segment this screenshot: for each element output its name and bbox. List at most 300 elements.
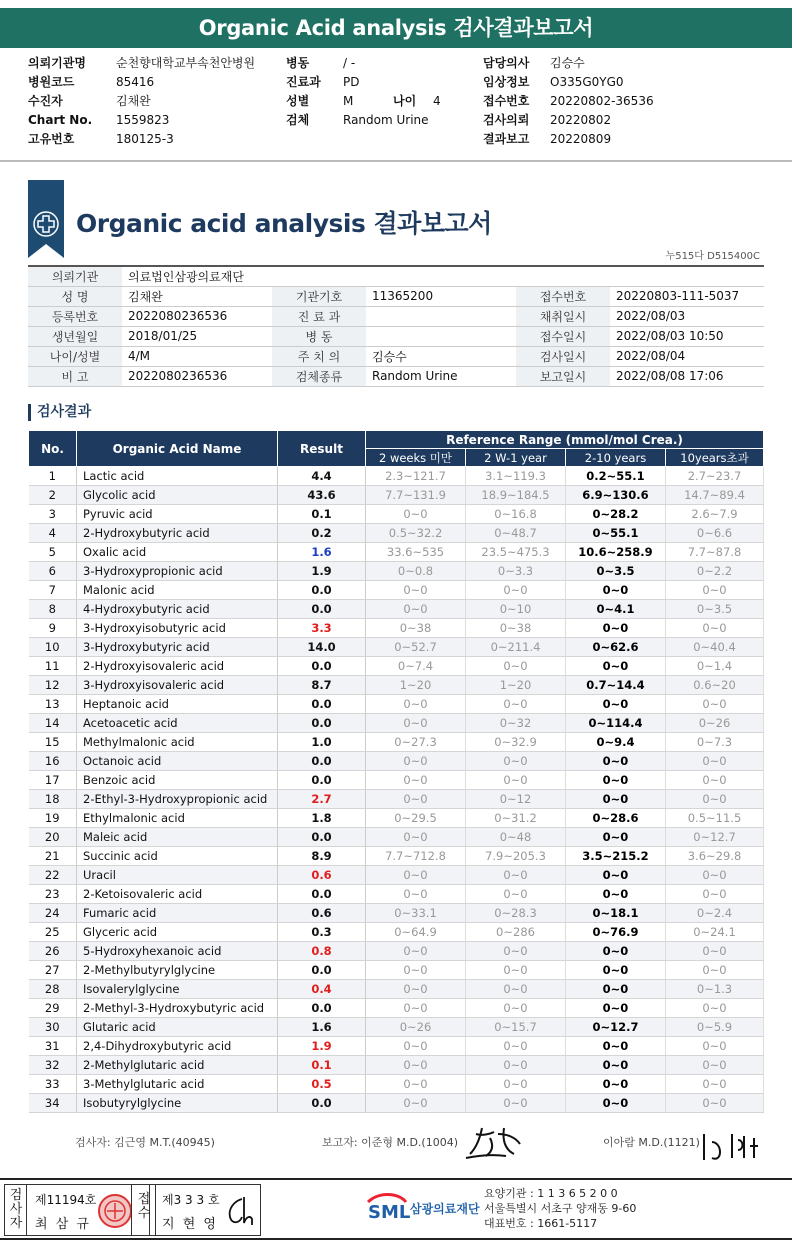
result-value: 0.6 bbox=[278, 904, 366, 923]
table-row bbox=[29, 581, 764, 600]
row-number: 11 bbox=[29, 657, 77, 676]
label: 검사의뢰 bbox=[483, 113, 530, 127]
ref-range-2-10y: 0~0 bbox=[566, 619, 666, 638]
reporter-signature bbox=[458, 1124, 530, 1164]
row-number: 32 bbox=[29, 1056, 77, 1075]
row-number: 19 bbox=[29, 809, 77, 828]
ref-range-1y: 0~0 bbox=[466, 980, 566, 999]
ref-range-1y: 0~0 bbox=[466, 942, 566, 961]
table-row bbox=[29, 904, 764, 923]
result-value: 0.1 bbox=[278, 1056, 366, 1075]
label: 의뢰기관명 bbox=[28, 56, 86, 70]
footer-contact bbox=[484, 1186, 636, 1231]
info-label: 병 동 bbox=[272, 326, 366, 346]
value: Random Urine bbox=[343, 113, 429, 127]
ref-range-2w: 0~0 bbox=[366, 695, 466, 714]
acid-name: 3-Hydroxyisobutyric acid bbox=[77, 619, 278, 638]
info-value: 2022/08/08 17:06 bbox=[610, 366, 764, 386]
ref-range-10y: 0~40.4 bbox=[666, 638, 764, 657]
result-value: 0.0 bbox=[278, 828, 366, 847]
section-title: 검사결과 bbox=[28, 404, 91, 421]
row-number: 12 bbox=[29, 676, 77, 695]
receptionist-name: 지 현 영 bbox=[162, 1217, 218, 1232]
ref-range-10y: 0~0 bbox=[666, 999, 764, 1018]
ref-range-10y: 0.6~20 bbox=[666, 676, 764, 695]
ref-range-2w: 0~52.7 bbox=[366, 638, 466, 657]
header-title: Organic Acid analysis 검사결과보고서 bbox=[198, 16, 594, 40]
ref-range-2-10y: 0~28.6 bbox=[566, 809, 666, 828]
acid-name: 2-Methyl-3-Hydroxybutyric acid bbox=[77, 999, 278, 1018]
table-row bbox=[29, 486, 764, 505]
acid-name: Heptanoic acid bbox=[77, 695, 278, 714]
info-value: 20220803-111-5037 bbox=[610, 286, 764, 306]
ref-range-2w: 0~0 bbox=[366, 999, 466, 1018]
label: 성별 bbox=[286, 94, 310, 108]
ref-range-2w: 1~20 bbox=[366, 676, 466, 695]
ref-range-10y: 0~0 bbox=[666, 1037, 764, 1056]
ref-range-1y: 3.1~119.3 bbox=[466, 467, 566, 486]
result-value: 1.9 bbox=[278, 1037, 366, 1056]
sml-name: 삼광의료재단 bbox=[410, 1201, 480, 1216]
ref-range-2w: 0~7.4 bbox=[366, 657, 466, 676]
ref-range-1y: 0~12 bbox=[466, 790, 566, 809]
acid-name: Ethylmalonic acid bbox=[77, 809, 278, 828]
ref-range-2w: 0~0 bbox=[366, 942, 466, 961]
divider bbox=[0, 160, 792, 162]
ref-range-1y: 0~0 bbox=[466, 1037, 566, 1056]
info-value: 2022080236536 bbox=[122, 306, 272, 326]
acid-name: Glutaric acid bbox=[77, 1018, 278, 1037]
ref-range-2w: 0~64.9 bbox=[366, 923, 466, 942]
ref-range-2w: 0~0 bbox=[366, 581, 466, 600]
ref-range-2-10y: 0~0 bbox=[566, 828, 666, 847]
row-number: 30 bbox=[29, 1018, 77, 1037]
ref-range-10y: 0~1.4 bbox=[666, 657, 764, 676]
ref-range-2w: 0~0 bbox=[366, 1075, 466, 1094]
ref-range-10y: 0~0 bbox=[666, 619, 764, 638]
ref-range-10y: 0~12.7 bbox=[666, 828, 764, 847]
row-number: 14 bbox=[29, 714, 77, 733]
ref-range-1y: 0~10 bbox=[466, 600, 566, 619]
ref-range-2-10y: 0~0 bbox=[566, 695, 666, 714]
ref-range-1y: 0~0 bbox=[466, 1094, 566, 1113]
ref-range-1y: 0~32 bbox=[466, 714, 566, 733]
ref-range-1y: 0~31.2 bbox=[466, 809, 566, 828]
medical-cross-icon bbox=[32, 210, 60, 238]
examiner-name: 최 삼 규 bbox=[35, 1217, 91, 1232]
report-code: 누515다 D515400C bbox=[665, 251, 760, 262]
info-value: 4/M bbox=[122, 346, 272, 366]
label: 담당의사 bbox=[483, 56, 530, 70]
ref-range-2w: 7.7~131.9 bbox=[366, 486, 466, 505]
doctor-signature-label: 이아람 M.D.(1121) bbox=[603, 1136, 700, 1149]
table-row bbox=[29, 714, 764, 733]
ref-range-1y: 0~0 bbox=[466, 581, 566, 600]
label: 접수번호 bbox=[483, 94, 530, 108]
ref-range-2w: 33.6~535 bbox=[366, 543, 466, 562]
col-header-ref-4: 10years초과 bbox=[666, 449, 764, 467]
result-value: 0.5 bbox=[278, 1075, 366, 1094]
acid-name: Glyceric acid bbox=[77, 923, 278, 942]
ref-range-2-10y: 0~12.7 bbox=[566, 1018, 666, 1037]
row-number: 28 bbox=[29, 980, 77, 999]
info-value: 김승수 bbox=[366, 346, 516, 366]
info-value: 2022080236536 bbox=[122, 366, 272, 386]
acid-name: 3-Hydroxyisovaleric acid bbox=[77, 676, 278, 695]
info-value bbox=[366, 326, 516, 346]
value: 순천향대학교부속천안병원 bbox=[116, 56, 256, 70]
row-number: 33 bbox=[29, 1075, 77, 1094]
info-label: 검사일시 bbox=[516, 346, 610, 366]
info-row bbox=[28, 306, 764, 326]
ref-range-2-10y: 0~3.5 bbox=[566, 562, 666, 581]
info-label: 검체종류 bbox=[272, 366, 366, 386]
acid-name: Maleic acid bbox=[77, 828, 278, 847]
ref-range-2-10y: 0~76.9 bbox=[566, 923, 666, 942]
acid-name: 2-Ketoisovaleric acid bbox=[77, 885, 278, 904]
ref-range-2-10y: 0~0 bbox=[566, 581, 666, 600]
report-banner bbox=[28, 180, 64, 244]
row-number: 16 bbox=[29, 752, 77, 771]
table-row bbox=[29, 847, 764, 866]
sml-logo-text: SML bbox=[368, 1202, 411, 1223]
row-number: 3 bbox=[29, 505, 77, 524]
result-value: 0.0 bbox=[278, 999, 366, 1018]
ref-range-10y: 0~0 bbox=[666, 790, 764, 809]
ref-range-2w: 0~0 bbox=[366, 714, 466, 733]
acid-name: Isobutyrylglycine bbox=[77, 1094, 278, 1113]
table-row bbox=[29, 828, 764, 847]
table-row bbox=[29, 657, 764, 676]
table-row bbox=[29, 809, 764, 828]
ref-range-2w: 0~0 bbox=[366, 505, 466, 524]
table-row bbox=[29, 695, 764, 714]
row-number: 18 bbox=[29, 790, 77, 809]
col-header-ref: Reference Range (mmol/mol Crea.) bbox=[366, 431, 764, 449]
table-row bbox=[29, 923, 764, 942]
ref-range-1y: 0~0 bbox=[466, 695, 566, 714]
row-number: 31 bbox=[29, 1037, 77, 1056]
result-value: 0.0 bbox=[278, 752, 366, 771]
patient-info-col3 bbox=[483, 54, 654, 149]
acid-name: Fumaric acid bbox=[77, 904, 278, 923]
result-value: 0.0 bbox=[278, 581, 366, 600]
result-value: 0.0 bbox=[278, 657, 366, 676]
row-number: 15 bbox=[29, 733, 77, 752]
result-value: 0.3 bbox=[278, 923, 366, 942]
ref-range-2w: 2.3~121.7 bbox=[366, 467, 466, 486]
ref-range-2-10y: 0~0 bbox=[566, 1037, 666, 1056]
ref-range-10y: 0~5.9 bbox=[666, 1018, 764, 1037]
value: / - bbox=[343, 56, 356, 70]
table-row bbox=[29, 942, 764, 961]
info-label: 진 료 과 bbox=[272, 306, 366, 326]
info-label: 나이/성별 bbox=[28, 346, 122, 366]
doctor-signature bbox=[696, 1128, 764, 1164]
ref-range-1y: 23.5~475.3 bbox=[466, 543, 566, 562]
table-row bbox=[29, 505, 764, 524]
ref-range-1y: 0~0 bbox=[466, 1056, 566, 1075]
ref-range-2-10y: 0~62.6 bbox=[566, 638, 666, 657]
table-row bbox=[29, 1094, 764, 1113]
table-row bbox=[29, 885, 764, 904]
acid-name: Malonic acid bbox=[77, 581, 278, 600]
result-value: 1.6 bbox=[278, 1018, 366, 1037]
ref-range-10y: 2.7~23.7 bbox=[666, 467, 764, 486]
ref-range-2-10y: 0~0 bbox=[566, 1075, 666, 1094]
ref-range-10y: 0~0 bbox=[666, 961, 764, 980]
ref-range-1y: 18.9~184.5 bbox=[466, 486, 566, 505]
row-number: 20 bbox=[29, 828, 77, 847]
result-value: 0.0 bbox=[278, 695, 366, 714]
col-header-name: Organic Acid Name bbox=[77, 431, 278, 467]
info-value: Random Urine bbox=[366, 366, 516, 386]
table-row bbox=[29, 1037, 764, 1056]
ref-range-10y: 2.6~7.9 bbox=[666, 505, 764, 524]
row-number: 6 bbox=[29, 562, 77, 581]
row-number: 27 bbox=[29, 961, 77, 980]
ref-range-10y: 0~0 bbox=[666, 695, 764, 714]
label: 임상정보 bbox=[483, 75, 530, 89]
ref-range-1y: 0~0 bbox=[466, 999, 566, 1018]
ref-range-2w: 0~0 bbox=[366, 1094, 466, 1113]
acid-name: Octanoic acid bbox=[77, 752, 278, 771]
acid-name: Glycolic acid bbox=[77, 486, 278, 505]
ref-range-10y: 0~0 bbox=[666, 1056, 764, 1075]
row-number: 7 bbox=[29, 581, 77, 600]
results-table bbox=[28, 430, 764, 1113]
ref-range-1y: 0~0 bbox=[466, 752, 566, 771]
ref-range-2-10y: 0.2~55.1 bbox=[566, 467, 666, 486]
ref-range-1y: 0~0 bbox=[466, 961, 566, 980]
ref-range-2-10y: 0~0 bbox=[566, 885, 666, 904]
ref-range-1y: 0~3.3 bbox=[466, 562, 566, 581]
label: 병동 bbox=[286, 56, 310, 70]
result-value: 1.6 bbox=[278, 543, 366, 562]
ref-range-2-10y: 0~0 bbox=[566, 980, 666, 999]
info-label: 접수일시 bbox=[516, 326, 610, 346]
ref-range-2w: 0~33.1 bbox=[366, 904, 466, 923]
value: O335G0YG0 bbox=[550, 75, 624, 89]
info-label: 보고일시 bbox=[516, 366, 610, 386]
label: 병원코드 bbox=[28, 75, 75, 89]
ref-range-2w: 0.5~32.2 bbox=[366, 524, 466, 543]
row-number: 26 bbox=[29, 942, 77, 961]
report-header-bar bbox=[0, 8, 792, 48]
ref-range-1y: 0~211.4 bbox=[466, 638, 566, 657]
result-value: 1.9 bbox=[278, 562, 366, 581]
stamp-label: 검사자 bbox=[9, 1188, 23, 1231]
row-number: 22 bbox=[29, 866, 77, 885]
table-row bbox=[29, 771, 764, 790]
age-label: 나이 bbox=[393, 94, 417, 108]
row-number: 8 bbox=[29, 600, 77, 619]
info-value: 의료법인삼광의료재단 bbox=[122, 266, 764, 286]
ref-range-2-10y: 3.5~215.2 bbox=[566, 847, 666, 866]
license-number: 제11194호 bbox=[35, 1193, 97, 1207]
col-header-ref-2: 2 W-1 year bbox=[466, 449, 566, 467]
ref-range-10y: 0~0 bbox=[666, 866, 764, 885]
table-row bbox=[29, 562, 764, 581]
info-value: 김채완 bbox=[122, 286, 272, 306]
info-label: 등록번호 bbox=[28, 306, 122, 326]
info-row bbox=[28, 286, 764, 306]
ref-range-2w: 0~0 bbox=[366, 1037, 466, 1056]
ref-range-1y: 0~38 bbox=[466, 619, 566, 638]
acid-name: Oxalic acid bbox=[77, 543, 278, 562]
info-value: 2022/08/03 10:50 bbox=[610, 326, 764, 346]
row-number: 25 bbox=[29, 923, 77, 942]
info-row bbox=[28, 366, 764, 386]
acid-name: 2,4-Dihydroxybutyric acid bbox=[77, 1037, 278, 1056]
label: 검체 bbox=[286, 113, 310, 127]
ref-range-2w: 0~29.5 bbox=[366, 809, 466, 828]
table-row bbox=[29, 961, 764, 980]
label: 결과보고 bbox=[483, 132, 530, 146]
col-header-no: No. bbox=[29, 431, 77, 467]
ref-range-10y: 0~2.4 bbox=[666, 904, 764, 923]
row-number: 10 bbox=[29, 638, 77, 657]
result-value: 3.3 bbox=[278, 619, 366, 638]
stamp-label: 접수 bbox=[137, 1192, 151, 1221]
footer-box bbox=[0, 1178, 792, 1240]
info-label: 생년월일 bbox=[28, 326, 122, 346]
acid-name: Isovalerylglycine bbox=[77, 980, 278, 999]
acid-name: Pyruvic acid bbox=[77, 505, 278, 524]
acid-name: 2-Ethyl-3-Hydroxypropionic acid bbox=[77, 790, 278, 809]
acid-name: Methylmalonic acid bbox=[77, 733, 278, 752]
result-value: 0.0 bbox=[278, 885, 366, 904]
result-value: 1.0 bbox=[278, 733, 366, 752]
ref-range-2w: 0~0 bbox=[366, 771, 466, 790]
ref-range-1y: 0~0 bbox=[466, 1075, 566, 1094]
ref-range-10y: 0~24.1 bbox=[666, 923, 764, 942]
table-row bbox=[29, 1075, 764, 1094]
table-row bbox=[29, 638, 764, 657]
ref-range-2w: 0~0 bbox=[366, 980, 466, 999]
row-number: 34 bbox=[29, 1094, 77, 1113]
row-number: 21 bbox=[29, 847, 77, 866]
ref-range-1y: 0~286 bbox=[466, 923, 566, 942]
ref-range-10y: 0~0 bbox=[666, 1075, 764, 1094]
ref-range-10y: 0~0 bbox=[666, 942, 764, 961]
table-row bbox=[29, 999, 764, 1018]
table-row bbox=[29, 980, 764, 999]
col-header-ref-1: 2 weeks 미만 bbox=[366, 449, 466, 467]
ref-range-2w: 0~0 bbox=[366, 961, 466, 980]
acid-name: Succinic acid bbox=[77, 847, 278, 866]
table-row bbox=[29, 790, 764, 809]
table-row bbox=[29, 1056, 764, 1075]
value: 85416 bbox=[116, 75, 155, 89]
info-table bbox=[28, 265, 764, 387]
info-label: 의뢰기관 bbox=[28, 266, 122, 286]
patient-info-col2 bbox=[286, 54, 441, 130]
value: 20220809 bbox=[550, 132, 612, 146]
ref-range-2-10y: 0~0 bbox=[566, 752, 666, 771]
age-value: 4 bbox=[433, 94, 441, 108]
row-number: 4 bbox=[29, 524, 77, 543]
value: 김채완 bbox=[116, 94, 151, 108]
info-label: 채취일시 bbox=[516, 306, 610, 326]
result-value: 1.8 bbox=[278, 809, 366, 828]
ref-range-1y: 0~28.3 bbox=[466, 904, 566, 923]
info-row bbox=[28, 326, 764, 346]
acid-name: 5-Hydroxyhexanoic acid bbox=[77, 942, 278, 961]
value: 김승수 bbox=[550, 56, 585, 70]
info-row bbox=[28, 346, 764, 366]
ref-range-2-10y: 0~0 bbox=[566, 866, 666, 885]
info-value: 2022/08/04 bbox=[610, 346, 764, 366]
row-number: 24 bbox=[29, 904, 77, 923]
ref-range-10y: 0~0 bbox=[666, 885, 764, 904]
acid-name: Acetoacetic acid bbox=[77, 714, 278, 733]
ref-range-2w: 0~0 bbox=[366, 752, 466, 771]
acid-name: 3-Hydroxypropionic acid bbox=[77, 562, 278, 581]
acid-name: Lactic acid bbox=[77, 467, 278, 486]
ref-range-1y: 7.9~205.3 bbox=[466, 847, 566, 866]
reporter-signature-label: 보고자: 이준형 M.D.(1004) bbox=[322, 1136, 458, 1149]
table-row bbox=[29, 676, 764, 695]
ref-range-1y: 0~15.7 bbox=[466, 1018, 566, 1037]
value: 20220802-36536 bbox=[550, 94, 654, 108]
result-value: 0.6 bbox=[278, 866, 366, 885]
ref-range-2w: 0~0 bbox=[366, 1056, 466, 1075]
acid-name: Benzoic acid bbox=[77, 771, 278, 790]
info-label: 접수번호 bbox=[516, 286, 610, 306]
ref-range-2-10y: 0~28.2 bbox=[566, 505, 666, 524]
ref-range-1y: 0~48.7 bbox=[466, 524, 566, 543]
ref-range-1y: 0~16.8 bbox=[466, 505, 566, 524]
result-value: 14.0 bbox=[278, 638, 366, 657]
info-row bbox=[28, 266, 764, 286]
row-number: 5 bbox=[29, 543, 77, 562]
row-number: 29 bbox=[29, 999, 77, 1018]
ref-range-2-10y: 0~0 bbox=[566, 999, 666, 1018]
result-value: 0.0 bbox=[278, 961, 366, 980]
row-number: 1 bbox=[29, 467, 77, 486]
ref-range-2w: 0~0.8 bbox=[366, 562, 466, 581]
row-number: 9 bbox=[29, 619, 77, 638]
ref-range-10y: 0.5~11.5 bbox=[666, 809, 764, 828]
ref-range-2-10y: 0~0 bbox=[566, 942, 666, 961]
ref-range-2-10y: 0~4.1 bbox=[566, 600, 666, 619]
contact-line: 요양기관 : 1 1 3 6 5 2 0 0 bbox=[484, 1187, 618, 1200]
result-value: 0.0 bbox=[278, 1094, 366, 1113]
table-row bbox=[29, 733, 764, 752]
ref-range-2w: 7.7~712.8 bbox=[366, 847, 466, 866]
ref-range-10y: 0~0 bbox=[666, 752, 764, 771]
label: 고유번호 bbox=[28, 132, 75, 146]
ref-range-1y: 0~0 bbox=[466, 885, 566, 904]
official-seal bbox=[97, 1193, 133, 1229]
ref-range-1y: 0~32.9 bbox=[466, 733, 566, 752]
info-label: 비 고 bbox=[28, 366, 122, 386]
table-row bbox=[29, 600, 764, 619]
ref-range-10y: 0~6.6 bbox=[666, 524, 764, 543]
ref-range-10y: 0~0 bbox=[666, 581, 764, 600]
label: 수진자 bbox=[28, 94, 63, 108]
ref-range-2-10y: 0~0 bbox=[566, 1094, 666, 1113]
col-header-result: Result bbox=[278, 431, 366, 467]
table-row bbox=[29, 866, 764, 885]
info-value: 2022/08/03 bbox=[610, 306, 764, 326]
ref-range-1y: 0~48 bbox=[466, 828, 566, 847]
ref-range-2w: 0~0 bbox=[366, 790, 466, 809]
ref-range-2-10y: 0~0 bbox=[566, 1056, 666, 1075]
ref-range-10y: 14.7~89.4 bbox=[666, 486, 764, 505]
table-row bbox=[29, 752, 764, 771]
